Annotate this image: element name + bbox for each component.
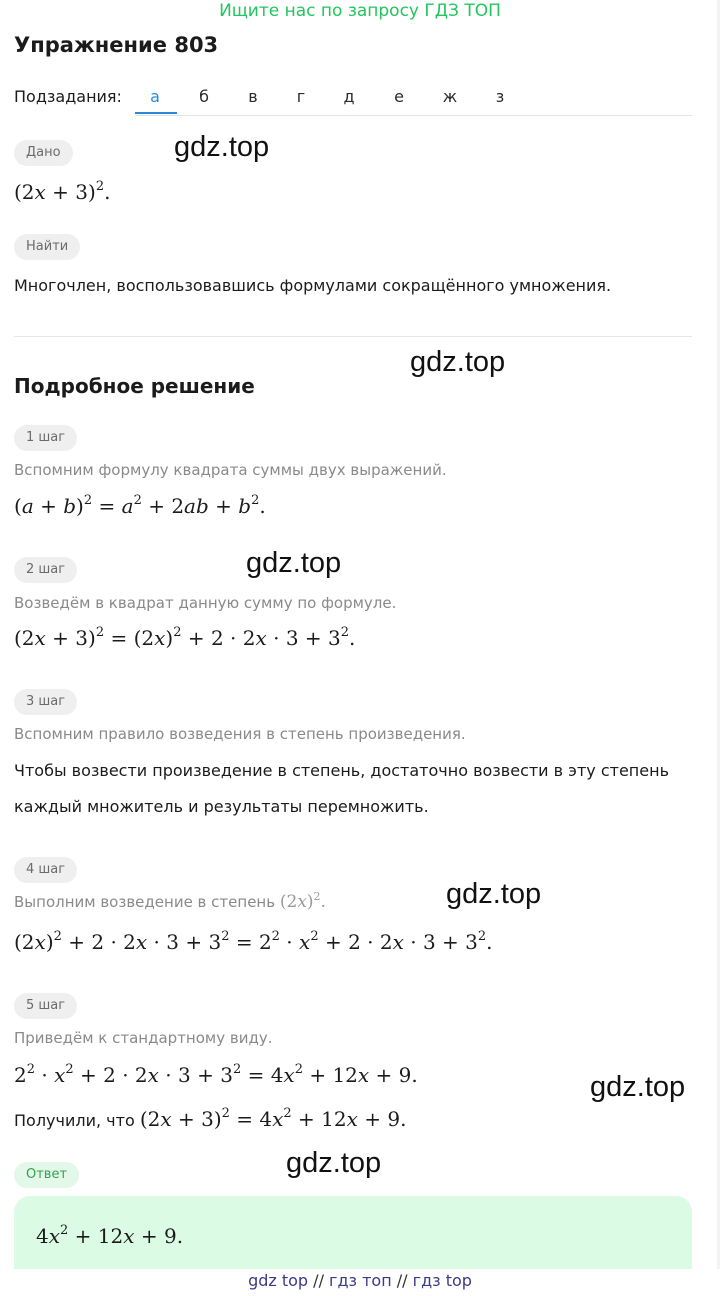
step-4-hint xyxy=(14,891,326,913)
step-3-text-line1: Чтобы возвести произведение в степень, достаточно возвести в эту степень xyxy=(14,761,669,780)
watermark: gdz.top xyxy=(174,131,270,163)
step-2-badge: 2 шаг xyxy=(14,557,77,583)
search-banner: Ищите нас по запросу ГДЗ ТОП xyxy=(219,1,501,21)
step-2-expression: $(2x + 3)^2 = (2x)^2 + 2 \cdot 2x \cdot 3 + 3^2$. xyxy=(14,625,356,650)
tab-subtask-v[interactable]: в xyxy=(248,87,258,106)
footer-link[interactable]: гдз top xyxy=(412,1271,472,1290)
footer-links xyxy=(0,1269,720,1296)
step-1-expression: $(a + b)^2 = a^2 + 2ab + b^2$. xyxy=(14,493,266,518)
footer-separator: // xyxy=(396,1271,408,1290)
answer-expression: $4x^2 + 12x + 9$. xyxy=(36,1223,184,1248)
watermark: gdz.top xyxy=(286,1147,382,1179)
step-5-result-expression: $(2x + 3)^2 = 4x^2 + 12x + 9$. xyxy=(139,1106,407,1131)
step-5-expression: $2^2 \cdot x^2 + 2 \cdot 2x \cdot 3 + 3^2 = 4x^2 + 12x + 9$. xyxy=(14,1062,418,1087)
subtasks-label: Подзадания: xyxy=(14,87,122,106)
step-5-badge: 5 шаг xyxy=(14,993,77,1019)
footer-link[interactable]: gdz top xyxy=(248,1271,309,1290)
tab-subtask-z[interactable]: з xyxy=(495,87,505,106)
tab-subtask-g[interactable]: г xyxy=(296,87,306,106)
watermark: gdz.top xyxy=(446,878,542,910)
step-5-result xyxy=(14,1105,406,1133)
step-3-hint: Вспомним правило возведения в степень произведения. xyxy=(14,725,466,743)
section-divider xyxy=(14,336,692,337)
tab-subtask-d[interactable]: д xyxy=(343,87,355,106)
step-3-text-line2: каждый множитель и результаты перемножить. xyxy=(14,797,429,816)
tab-subtask-zh[interactable]: ж xyxy=(442,87,458,106)
step-4-hint-text: Выполним возведение в степень xyxy=(14,893,276,911)
tabs-divider xyxy=(135,115,692,116)
find-text: Многочлен, воспользовавшись формулами сокращённого умножения. xyxy=(14,276,612,295)
given-badge: Дано xyxy=(14,140,73,166)
step-4-expression: $(2x)^2 + 2 \cdot 2x \cdot 3 + 3^2 = 2^2 \cdot x^2 + 2 \cdot 2x \cdot 3 + 3^2$. xyxy=(14,929,493,954)
step-5-hint: Приведём к стандартному виду. xyxy=(14,1029,273,1047)
tab-subtask-a[interactable]: а xyxy=(150,87,160,106)
given-expression: $(2x + 3)^2$. xyxy=(14,179,111,204)
tab-subtask-b[interactable]: б xyxy=(199,87,209,106)
watermark: gdz.top xyxy=(590,1071,686,1103)
step-3-badge: 3 шаг xyxy=(14,689,77,715)
step-5-result-text: Получили, что xyxy=(14,1111,135,1130)
find-badge: Найти xyxy=(14,234,80,260)
step-1-hint: Вспомним формулу квадрата суммы двух выражений. xyxy=(14,461,447,479)
footer-separator: // xyxy=(313,1271,324,1290)
footer-link[interactable]: гдз топ xyxy=(329,1271,392,1290)
step-1-badge: 1 шаг xyxy=(14,425,77,451)
step-4-badge: 4 шаг xyxy=(14,857,77,883)
tab-subtask-e[interactable]: е xyxy=(394,87,404,106)
step-4-hint-expression: $(2x)^2$. xyxy=(279,890,326,912)
watermark: gdz.top xyxy=(246,547,342,579)
solution-title: Подробное решение xyxy=(14,374,255,398)
step-2-hint: Возведём в квадрат данную сумму по формуле. xyxy=(14,594,397,612)
page-title: Упражнение 803 xyxy=(14,33,219,57)
answer-badge: Ответ xyxy=(14,1162,79,1188)
active-tab-indicator xyxy=(135,112,177,114)
watermark: gdz.top xyxy=(410,346,506,378)
